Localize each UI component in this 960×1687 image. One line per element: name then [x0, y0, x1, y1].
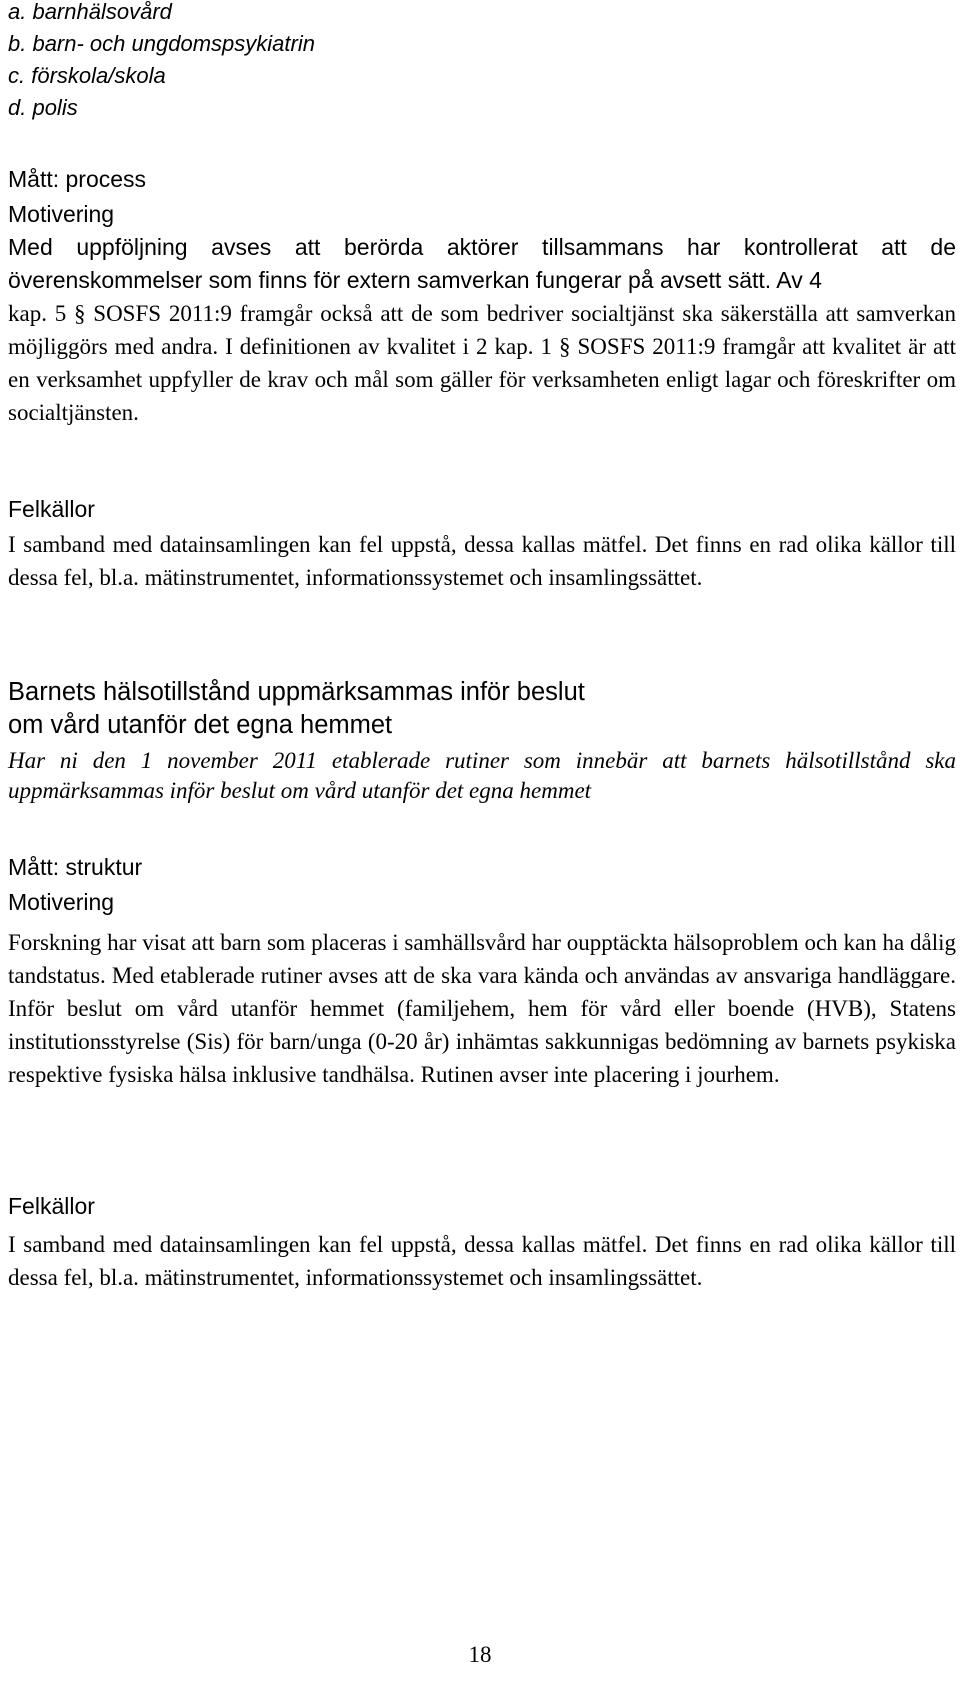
- section-title-line1: Barnets hälsotillstånd uppmärksammas inför beslut: [8, 678, 585, 706]
- felkallor-text: I samband med datainsamlingen kan fel uppstå, dessa kallas mätfel. Det finns en rad olika källor till dessa fel, bl.a. mätinstrumentet, informationssystemet och insamlingssättet.: [8, 532, 956, 590]
- option-list: [8, 0, 956, 124]
- list-item: a. barnhälsovård: [8, 0, 172, 24]
- felkallor-heading: Felkällor: [8, 496, 95, 522]
- section-question: Har ni den 1 november 2011 etablerade rutiner som innebär att barnets hälsotillstånd ska uppmärksammas inför beslut om vård utanför det egna hemmet: [8, 748, 956, 803]
- list-item: b. barn- och ungdomspsykiatrin: [8, 31, 315, 56]
- list-item: d. polis: [8, 95, 78, 120]
- motivering-heading: Motivering: [8, 201, 115, 227]
- list-item: c. förskola/skola: [8, 63, 166, 88]
- felkallor-heading-2: Felkällor: [8, 1193, 95, 1219]
- motivering-text-2: Forskning har visat att barn som placeras i samhällsvård har oupptäckta hälsoproblem och kan ha dålig tandstatus. Med etablerade rutiner avses att de ska vara kända och användas av ansvariga handläggare. Inför beslut om vård utanför hemmet (familjehem, hem för vård eller boende (HVB), Statens institutionsstyrelse (Sis) för barn/unga (0-20 år) inhämtas sakkunnigas bedömning av barnets psykiska respektive fysiska hälsa inklusive tandhälsa. Rutinen avser inte placering i jourhem.: [8, 930, 956, 1087]
- motivering-heading-2: Motivering: [8, 889, 115, 915]
- motivering-intro-text: Med uppföljning avses att berörda aktörer tillsammans har kontrollerat att de överenskommelser som finns för extern samverkan fungerar på avsett sätt. Av 4: [8, 234, 956, 293]
- measure-type-heading-2: Mått: struktur: [8, 854, 143, 880]
- felkallor-text-2: I samband med datainsamlingen kan fel uppstå, dessa kallas mätfel. Det finns en rad olika källor till dessa fel, bl.a. mätinstrumentet, informationssystemet och insamlingssättet.: [8, 1232, 956, 1290]
- measure-type-heading: Mått: process: [8, 166, 147, 192]
- page-number: 18: [468, 1642, 492, 1667]
- motivering-body-text: kap. 5 § SOSFS 2011:9 framgår också att de som bedriver socialtjänst ska säkerställa att samverkan möjliggörs med andra. I definitionen av kvalitet i 2 kap. 1 § SOSFS 2011:9 framgår att kvalitet är att en verksamhet uppfyller de krav och mål som gäller för verksamheten enligt lagar och föreskrifter om socialtjänsten.: [8, 301, 956, 425]
- section-title-line2: om vård utanför det egna hemmet: [8, 711, 393, 739]
